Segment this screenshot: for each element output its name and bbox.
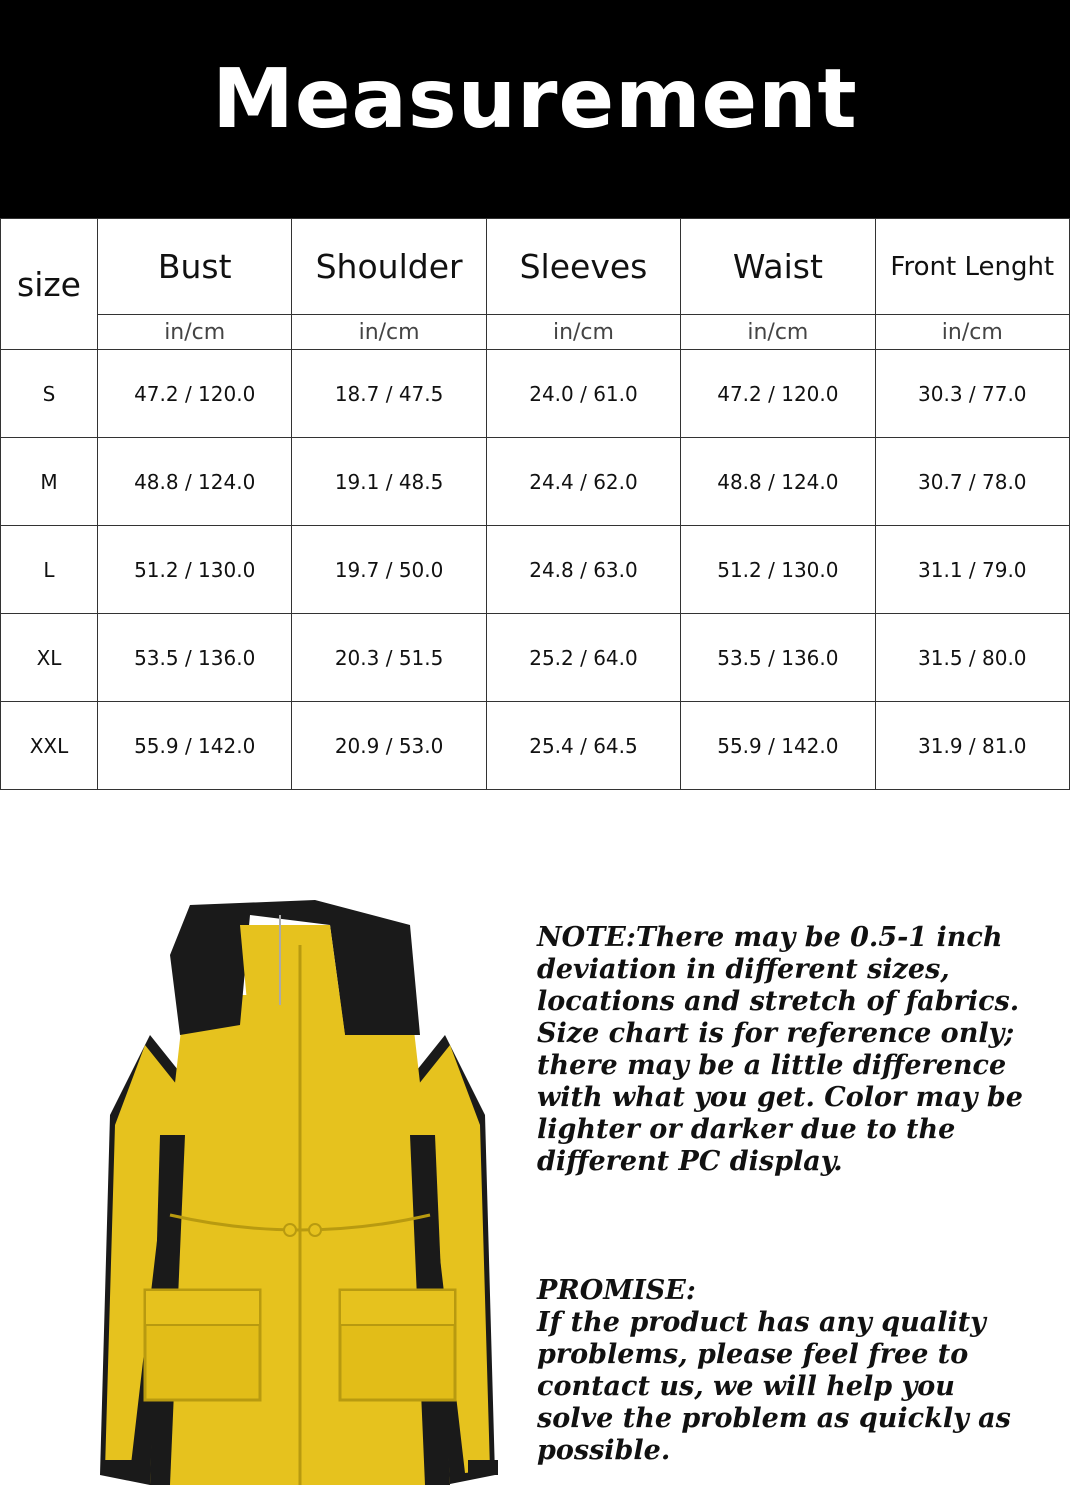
- table-cell: 30.7 / 78.0: [875, 438, 1069, 526]
- table-cell: 20.3 / 51.5: [292, 614, 486, 702]
- page-title: Measurement: [212, 51, 858, 147]
- table-cell: 24.0 / 61.0: [486, 350, 680, 438]
- unit-label: in/cm: [98, 315, 292, 350]
- table-row: [1, 702, 1070, 790]
- column-header-front-length: Front Lenght: [875, 219, 1069, 315]
- table-cell: 20.9 / 53.0: [292, 702, 486, 790]
- table-cell: 19.7 / 50.0: [292, 526, 486, 614]
- table-cell: 51.2 / 130.0: [681, 526, 875, 614]
- table-cell: 51.2 / 130.0: [98, 526, 292, 614]
- table-cell: 24.8 / 63.0: [486, 526, 680, 614]
- table-row: [1, 350, 1070, 438]
- unit-label: in/cm: [486, 315, 680, 350]
- table-cell: 55.9 / 142.0: [681, 702, 875, 790]
- table-cell: 31.1 / 79.0: [875, 526, 1069, 614]
- promise-text-block: [537, 1275, 1057, 1467]
- unit-label: in/cm: [681, 315, 875, 350]
- table-cell: 53.5 / 136.0: [681, 614, 875, 702]
- note-text-block: [537, 922, 1057, 1178]
- promise-heading: PROMISE:: [537, 1275, 696, 1306]
- column-header-sleeves: Sleeves: [486, 219, 680, 315]
- table-cell: 48.8 / 124.0: [98, 438, 292, 526]
- size-cell: L: [1, 526, 98, 614]
- table-cell: 55.9 / 142.0: [98, 702, 292, 790]
- table-row: [1, 438, 1070, 526]
- size-cell: XL: [1, 614, 98, 702]
- note-text: NOTE:There may be 0.5-1 inch deviation in different sizes, locations and stretch of fabrics. Size chart is for reference only; there may be a little difference with what you get. Color may be lighter or darker due to the different PC display.: [537, 922, 1023, 1177]
- unit-label: in/cm: [292, 315, 486, 350]
- table-header-row: [1, 219, 1070, 315]
- table-cell: 31.5 / 80.0: [875, 614, 1069, 702]
- column-header-waist: Waist: [681, 219, 875, 315]
- table-row: [1, 614, 1070, 702]
- table-cell: 47.2 / 120.0: [681, 350, 875, 438]
- table-cell: 18.7 / 47.5: [292, 350, 486, 438]
- column-header-bust: Bust: [98, 219, 292, 315]
- table-cell: 19.1 / 48.5: [292, 438, 486, 526]
- product-image: [90, 885, 510, 1500]
- table-cell: 48.8 / 124.0: [681, 438, 875, 526]
- unit-label: in/cm: [875, 315, 1069, 350]
- header-banner: [0, 0, 1070, 218]
- table-cell: 24.4 / 62.0: [486, 438, 680, 526]
- table-cell: 53.5 / 136.0: [98, 614, 292, 702]
- promise-text: If the product has any quality problems, please feel free to contact us, we will help you solve the problem as quickly as possible.: [537, 1307, 1011, 1466]
- size-column-header: size: [1, 219, 98, 350]
- table-cell: 47.2 / 120.0: [98, 350, 292, 438]
- table-row: [1, 526, 1070, 614]
- size-cell: XXL: [1, 702, 98, 790]
- table-cell: 25.2 / 64.0: [486, 614, 680, 702]
- size-cell: S: [1, 350, 98, 438]
- table-unit-row: [1, 315, 1070, 350]
- table-cell: 31.9 / 81.0: [875, 702, 1069, 790]
- column-header-shoulder: Shoulder: [292, 219, 486, 315]
- size-cell: M: [1, 438, 98, 526]
- jacket-icon: [90, 885, 510, 1500]
- size-chart-table: [0, 218, 1070, 790]
- table-cell: 25.4 / 64.5: [486, 702, 680, 790]
- table-cell: 30.3 / 77.0: [875, 350, 1069, 438]
